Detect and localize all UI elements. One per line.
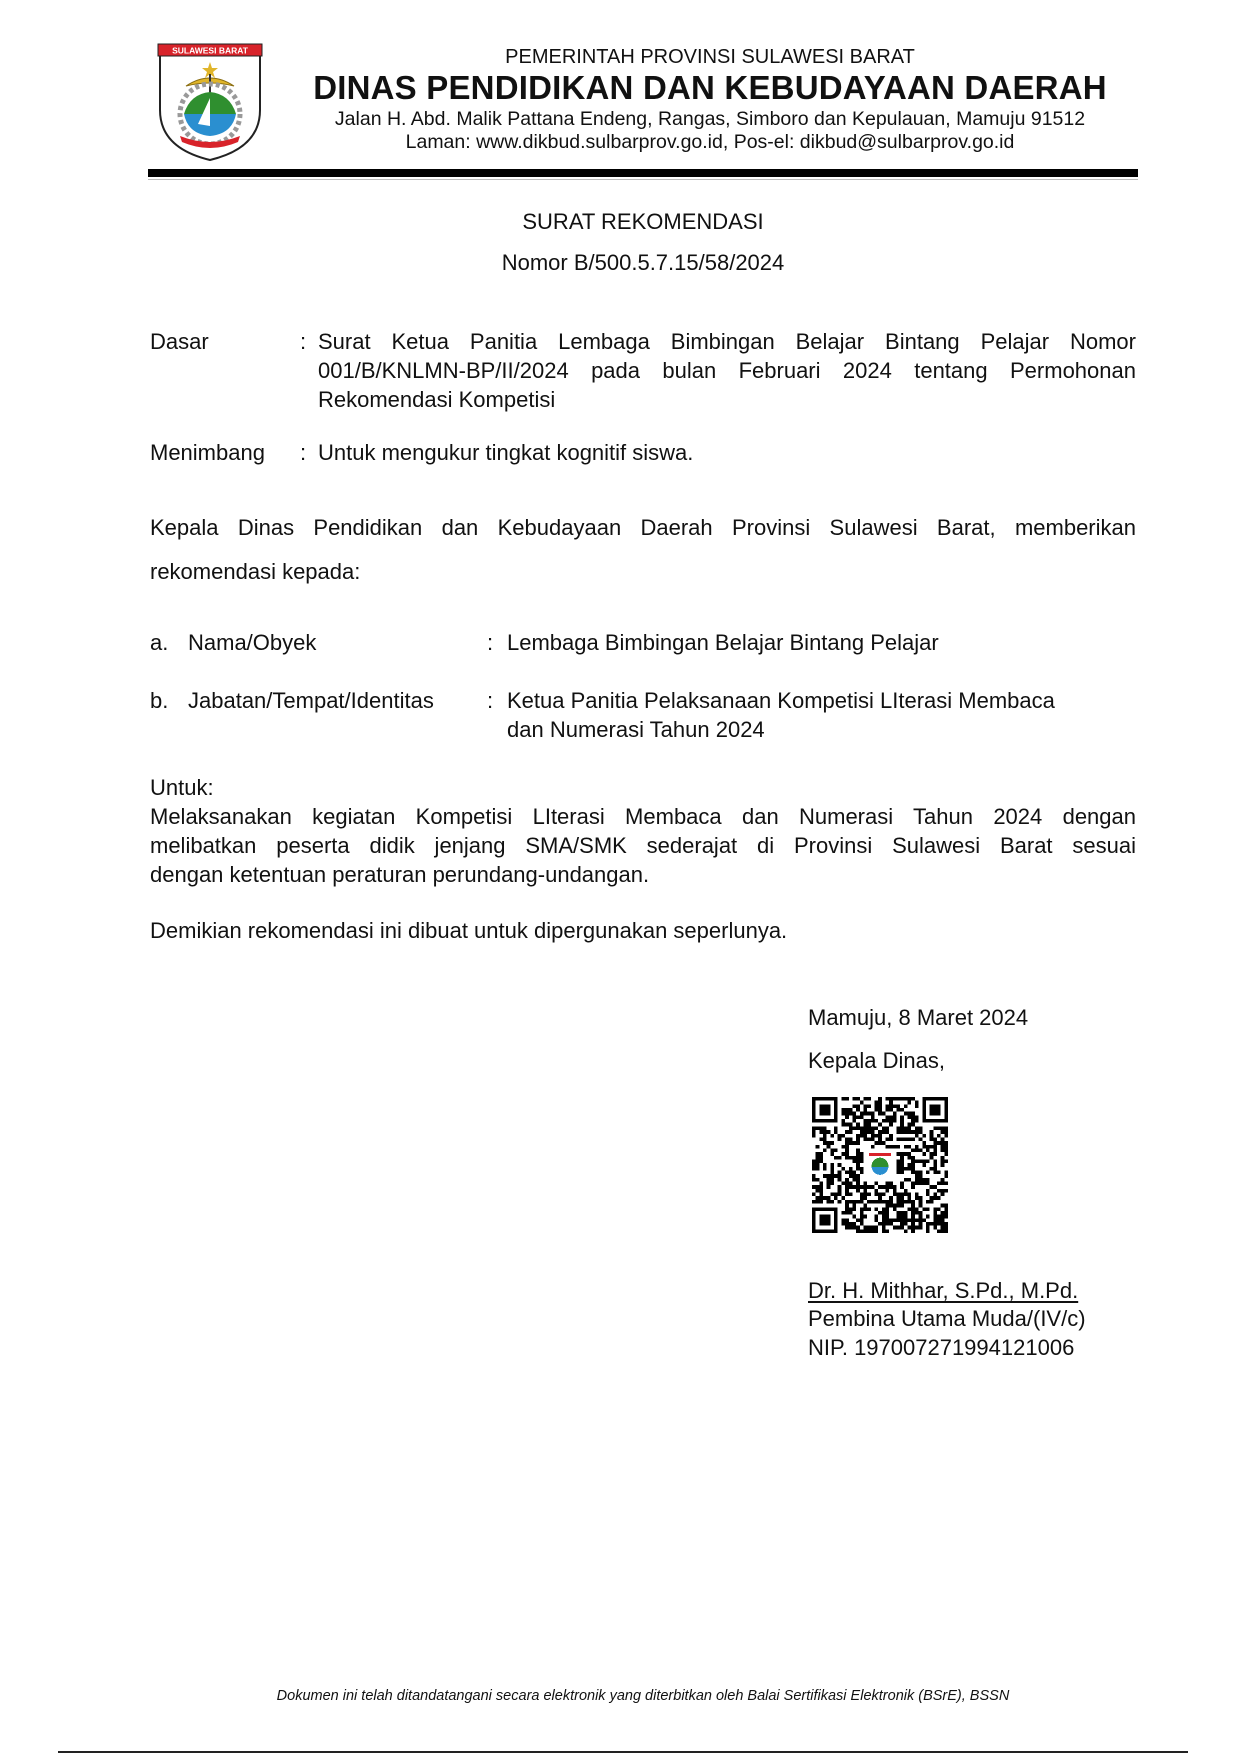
intro-paragraph (150, 513, 1136, 542)
intro-line: Kepala Dinas Pendidikan dan Kebudayaan Daerah Provinsi Sulawesi Barat, memberikan (150, 515, 1136, 540)
recipient-b-value (507, 686, 1136, 744)
recipient-b-colon: : (487, 688, 494, 713)
electronic-signature-note: Dokumen ini telah ditandatangani secara elektronik yang diterbitkan oleh Balai Sertifikasi Elektronik (BSrE), BSSN (276, 1688, 1010, 1704)
qr-code-graphic (812, 1097, 948, 1233)
purpose-line: Melaksanakan kegiatan Kompetisi LIterasi Membaca dan Numerasi Tahun 2024 dengan (150, 804, 1136, 829)
signatory-rank: Pembina Utama Muda/(IV/c) (808, 1306, 1086, 1331)
province-logo (150, 40, 270, 162)
recipient-a-line: Lembaga Bimbingan Belajar Bintang Pelajar (507, 630, 939, 655)
dasar-colon: : (300, 329, 307, 354)
recipient-b-label: Jabatan/Tempat/Identitas (188, 688, 434, 713)
document-title: SURAT REKOMENDASI (522, 209, 764, 234)
dasar-line: 001/B/KNLMN-BP/II/2024 pada bulan Februari 2024 tentang Permohonan (318, 358, 1136, 383)
menimbang-value (318, 438, 1136, 467)
recipient-a-colon: : (487, 630, 494, 655)
recipient-a-letter: a. (150, 630, 169, 655)
intro-paragraph-cont (150, 557, 1136, 586)
signatory-name: Dr. H. Mithhar, S.Pd., M.Pd. (808, 1278, 1079, 1303)
signature-position: Kepala Dinas, (808, 1048, 945, 1073)
recipient-b-line: dan Numerasi Tahun 2024 (507, 717, 765, 742)
menimbang-label: Menimbang (150, 440, 265, 465)
recipient-a-label: Nama/Obyek (188, 630, 317, 655)
menimbang-line: Untuk mengukur tingkat kognitif siswa. (318, 440, 694, 465)
purpose-line: melibatkan peserta didik jenjang SMA/SMK sederajat di Provinsi Sulawesi Barat sesuai (150, 833, 1136, 858)
recipient-b-line: Ketua Panitia Pelaksanaan Kompetisi LIterasi Membaca (507, 688, 1055, 713)
purpose-line: dengan ketentuan peraturan perundang-undangan. (150, 862, 650, 887)
purpose-paragraph (150, 802, 1136, 889)
qr-code-icon (812, 1097, 948, 1233)
agency-web-contact: Laman: www.dikbud.sulbarprov.go.id, Pos-el: dikbud@sulbarprov.go.id (405, 131, 1015, 153)
letterhead-divider-thin (148, 179, 1138, 180)
signatory-nip: NIP. 197007271994121006 (808, 1335, 1075, 1360)
agency-address: Jalan H. Abd. Malik Pattana Endeng, Rangas, Simboro dan Kepulauan, Mamuju 91512 (334, 108, 1086, 130)
dasar-line: Rekomendasi Kompetisi (318, 387, 556, 412)
document-number: Nomor B/500.5.7.15/58/2024 (501, 250, 785, 275)
closing-statement: Demikian rekomendasi ini dibuat untuk dipergunakan seperlunya. (150, 918, 788, 943)
sulawesi-barat-emblem-icon (150, 40, 270, 162)
government-name: PEMERINTAH PROVINSI SULAWESI BARAT (505, 46, 915, 68)
signature-place-date: Mamuju, 8 Maret 2024 (808, 1005, 1029, 1030)
intro-line: rekomendasi kepada: (150, 559, 361, 584)
recipient-a-value (507, 628, 1136, 657)
logo-label: SULAWESI BARAT (172, 45, 248, 56)
dasar-value (318, 327, 1136, 414)
dasar-label: Dasar (150, 329, 209, 354)
menimbang-colon: : (300, 440, 307, 465)
agency-name: DINAS PENDIDIKAN DAN KEBUDAYAAN DAERAH (313, 69, 1107, 106)
recipient-b-letter: b. (150, 688, 169, 713)
purpose-heading: Untuk: (150, 775, 214, 800)
bottom-divider (58, 1751, 1188, 1753)
letterhead-divider (148, 169, 1138, 177)
dasar-line: Surat Ketua Panitia Lembaga Bimbingan Belajar Bintang Pelajar Nomor (318, 329, 1136, 354)
